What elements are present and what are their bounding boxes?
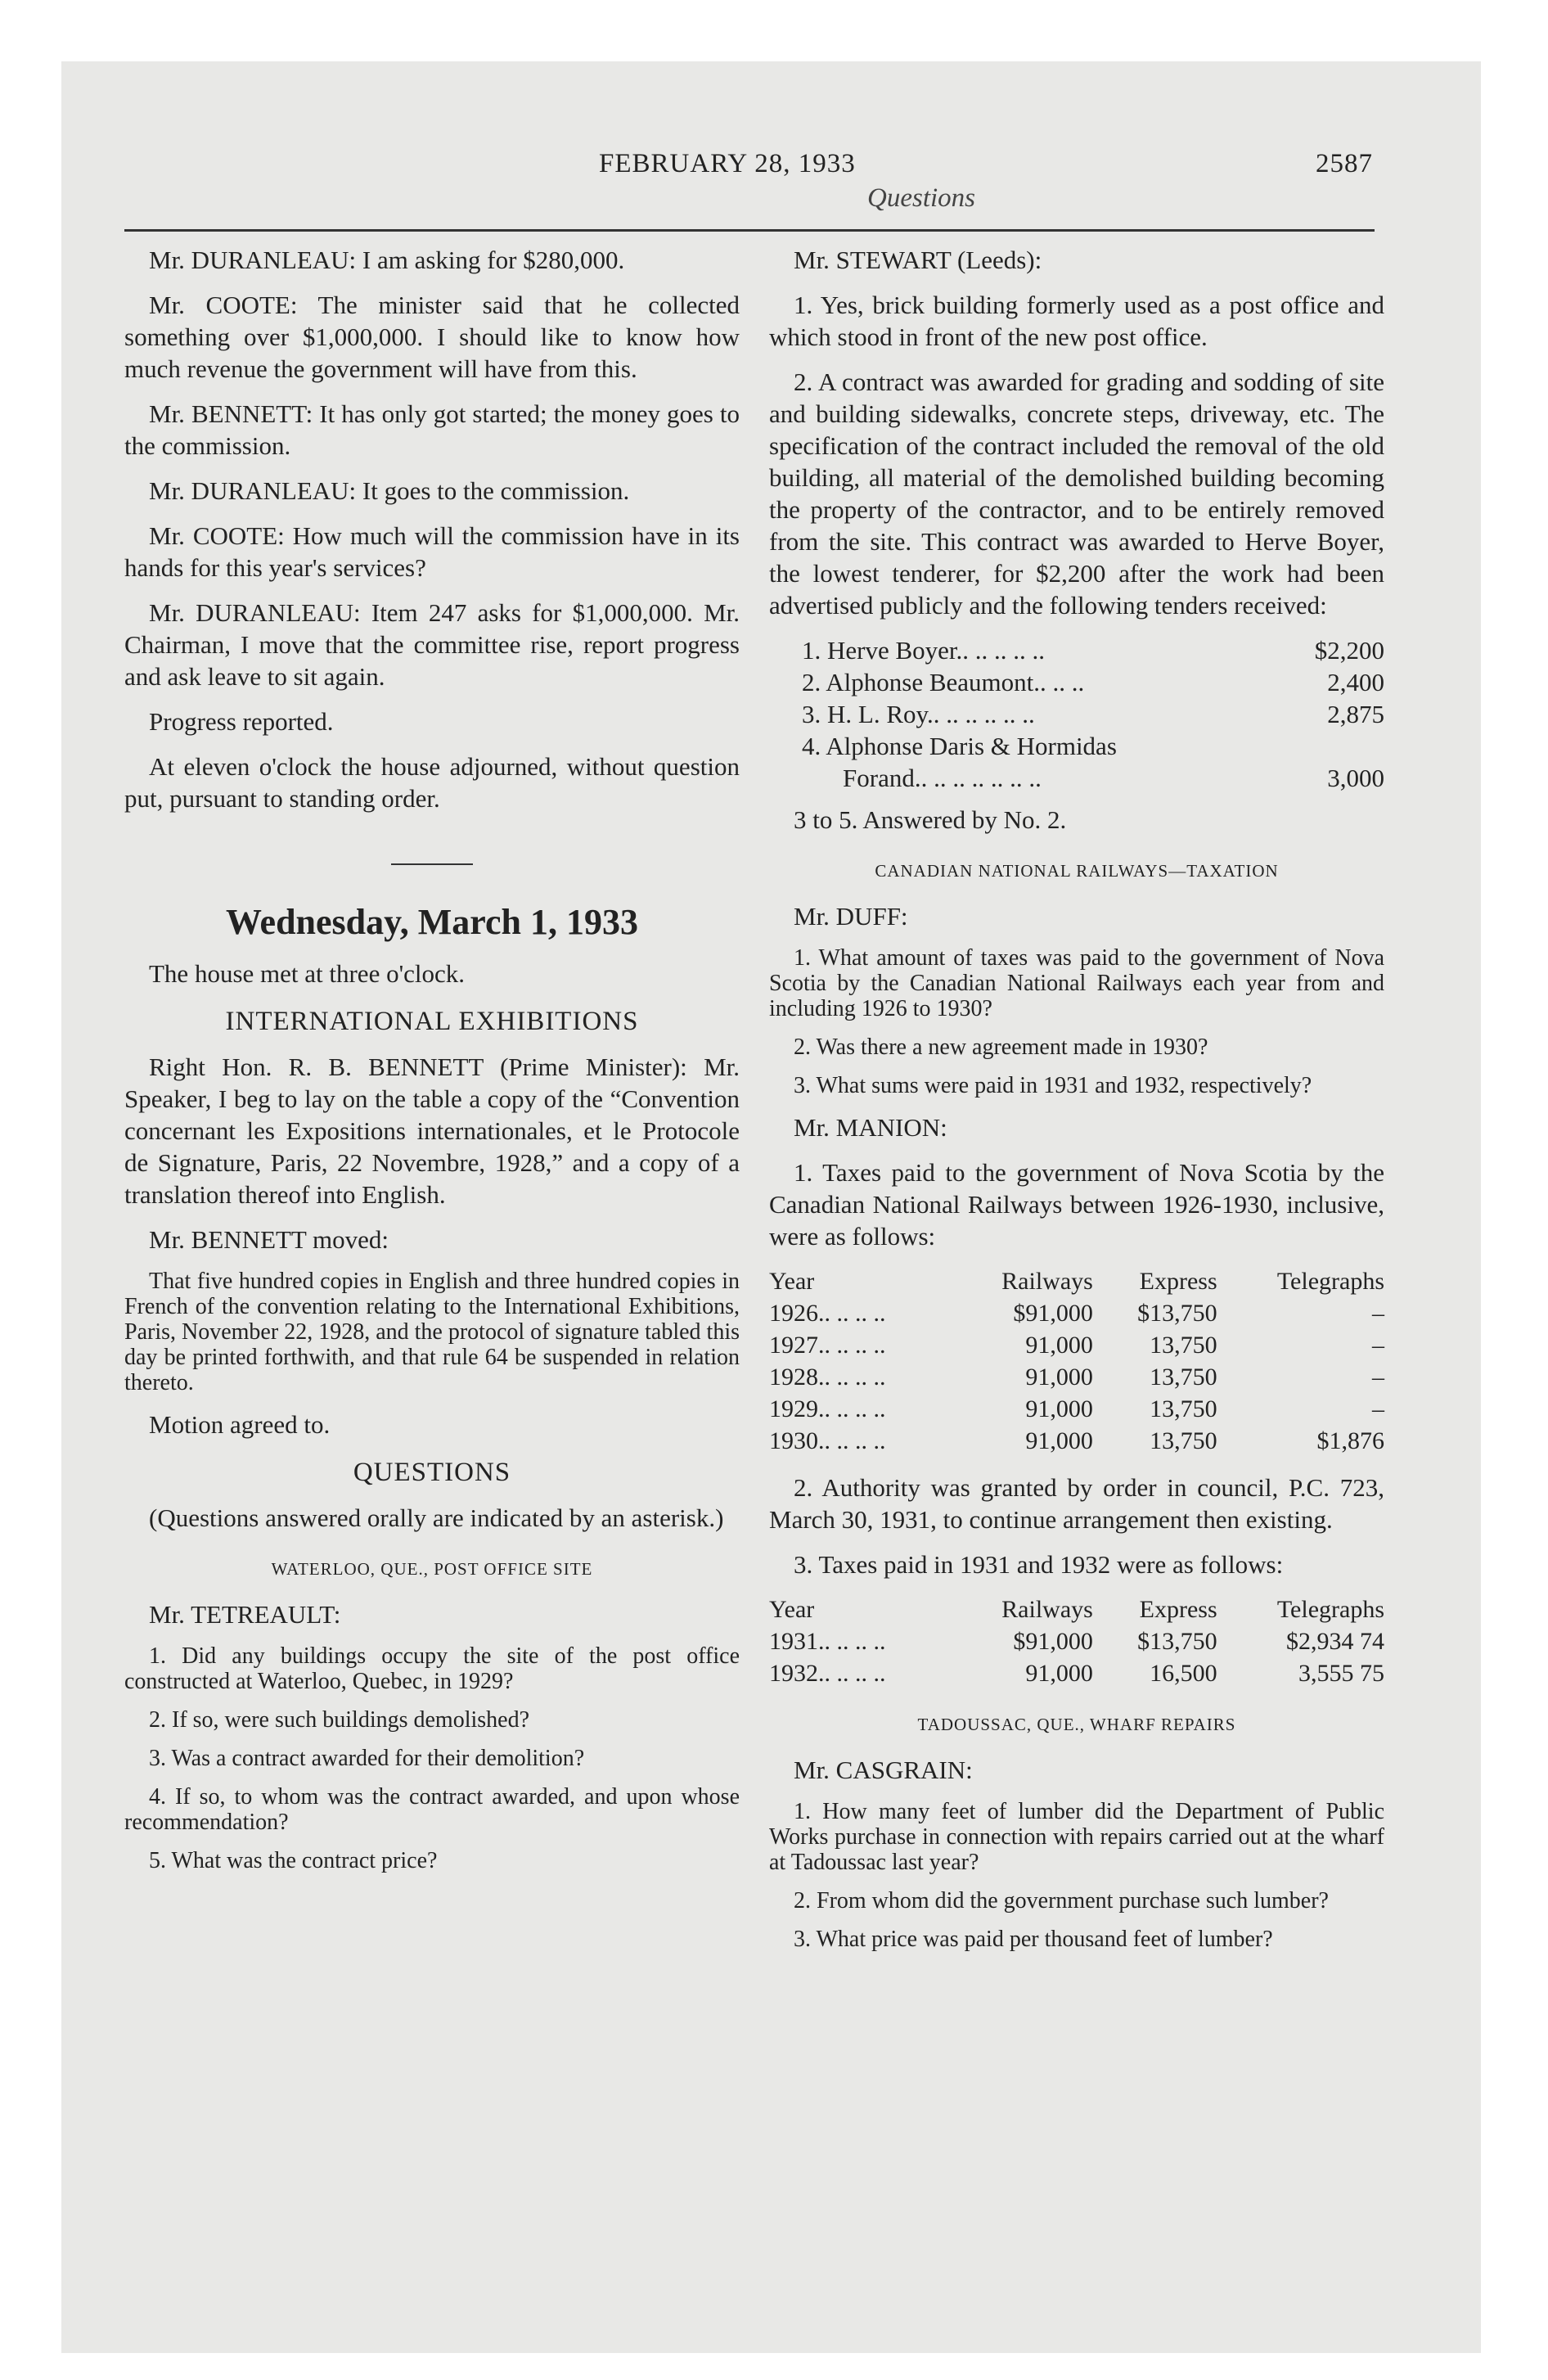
subheading: CANADIAN NATIONAL RAILWAYS—TAXATION xyxy=(875,861,1279,881)
paragraph: The house met at three o'clock. xyxy=(149,959,466,988)
table-cell: 1927.. .. .. .. xyxy=(769,1332,886,1359)
tender-name: 2. Alphonse Beaumont.. .. .. xyxy=(802,668,1085,696)
column-header: Express xyxy=(1139,1596,1217,1623)
question: 2. Was there a new agreement made in 1930? xyxy=(794,1034,1208,1060)
table-row xyxy=(769,1329,1384,1361)
tender-amount: 2,875 xyxy=(1327,700,1384,728)
list-item xyxy=(769,634,1384,666)
section-heading: QUESTIONS xyxy=(353,1458,511,1487)
table-cell: 1928.. .. .. .. xyxy=(769,1364,886,1391)
section-label: Questions xyxy=(867,183,975,213)
answer: 1. Taxes paid to the government of Nova Scotia by the Canadian National Railways between 1926-1930, inclusive, were as follows: xyxy=(769,1158,1384,1251)
day-heading: Wednesday, March 1, 1933 xyxy=(225,902,638,942)
subheading: WATERLOO, QUE., POST OFFICE SITE xyxy=(271,1559,593,1579)
paragraph: Mr. BENNETT moved: xyxy=(149,1225,389,1254)
table-row xyxy=(769,1425,1384,1457)
table-cell: 1931.. .. .. .. xyxy=(769,1628,886,1655)
paragraph: Progress reported. xyxy=(149,707,334,736)
table-cell: 13,750 xyxy=(1150,1364,1217,1391)
paragraph: Mr. DURANLEAU: I am asking for $280,000. xyxy=(149,246,625,274)
paragraph: Mr. CASGRAIN: xyxy=(794,1756,973,1784)
answer: 1. Yes, brick building formerly used as a post office and which stood in front of the new post office. xyxy=(769,291,1384,351)
table-cell: – xyxy=(1372,1395,1384,1422)
section-divider xyxy=(391,863,473,865)
subheading: TADOUSSAC, QUE., WHARF REPAIRS xyxy=(917,1715,1236,1734)
table-cell: 91,000 xyxy=(1025,1332,1093,1359)
tender-amount: 3,000 xyxy=(1327,764,1384,792)
table-cell: – xyxy=(1372,1332,1384,1359)
tender-name: 3. H. L. Roy.. .. .. .. .. .. xyxy=(802,700,1035,728)
table-cell: 91,000 xyxy=(1025,1395,1093,1422)
list-item xyxy=(769,730,1384,762)
paragraph: Mr. DUFF: xyxy=(794,902,908,931)
table-cell: $91,000 xyxy=(1013,1628,1093,1655)
paragraph: Mr. STEWART (Leeds): xyxy=(794,246,1042,274)
paragraph: Mr. DURANLEAU: It goes to the commission. xyxy=(149,476,630,505)
table-cell: 91,000 xyxy=(1025,1364,1093,1391)
question: 1. What amount of taxes was paid to the government of Nova Scotia by the Canadian National Railways each year from and including 1926 to 1930? xyxy=(769,945,1384,1021)
answer: 2. Authority was granted by order in council, P.C. 723, March 30, 1931, to continue arrangement then existing. xyxy=(769,1473,1384,1534)
tender-list xyxy=(769,634,1384,794)
table-cell: – xyxy=(1372,1364,1384,1391)
taxes-table-1926-1930 xyxy=(769,1265,1384,1457)
table-row xyxy=(769,1361,1384,1393)
column-header: Express xyxy=(1139,1268,1217,1295)
question: 1. Did any buildings occupy the site of the post office constructed at Waterloo, Quebec, in 1929? xyxy=(124,1643,740,1694)
question: 1. How many feet of lumber did the Department of Public Works purchase in connection with repairs carried out at the wharf at Tadoussac last year? xyxy=(769,1799,1384,1875)
table-cell: 13,750 xyxy=(1150,1427,1217,1454)
question: 5. What was the contract price? xyxy=(149,1848,438,1873)
question: 3. What price was paid per thousand feet of lumber? xyxy=(794,1927,1273,1952)
section-heading: INTERNATIONAL EXHIBITIONS xyxy=(225,1007,639,1036)
table-cell: – xyxy=(1372,1300,1384,1327)
question: 2. If so, were such buildings demolished? xyxy=(149,1707,530,1733)
motion-text: That five hundred copies in English and three hundred copies in French of the convention relating to the International Exhibitions, Paris, November 22, 1928, and the protocol of signature tabled this day be printed forthwith, and that rule 64 be suspended in relation thereto. xyxy=(124,1269,740,1395)
table-cell: 13,750 xyxy=(1150,1332,1217,1359)
left-column xyxy=(124,244,740,1886)
page-number: 2587 xyxy=(1316,149,1373,178)
tender-amount: 2,400 xyxy=(1327,668,1384,696)
table-row xyxy=(769,1657,1384,1689)
column-header: Year xyxy=(769,1596,815,1623)
right-column xyxy=(769,244,1384,1965)
paragraph: Mr. DURANLEAU: Item 247 asks for $1,000,000. Mr. Chairman, I move that the committee rise, report progress and ask leave to sit again. xyxy=(124,598,740,691)
paragraph: Mr. MANION: xyxy=(794,1113,947,1142)
tender-name: Forand.. .. .. .. .. .. .. xyxy=(843,764,1042,792)
column-header: Railways xyxy=(1001,1268,1093,1295)
table-cell: 91,000 xyxy=(1025,1427,1093,1454)
question: 3. What sums were paid in 1931 and 1932, respectively? xyxy=(794,1073,1312,1098)
list-item xyxy=(769,666,1384,698)
paragraph: At eleven o'clock the house adjourned, without question put, pursuant to standing order. xyxy=(124,752,740,813)
table-row xyxy=(769,1297,1384,1329)
tender-amount: $2,200 xyxy=(1314,636,1384,665)
table-cell: 1932.. .. .. .. xyxy=(769,1660,886,1687)
answer: 3 to 5. Answered by No. 2. xyxy=(794,805,1067,834)
table-cell: 13,750 xyxy=(1150,1395,1217,1422)
table-cell: 1929.. .. .. .. xyxy=(769,1395,886,1422)
question: 4. If so, to whom was the contract awarded, and upon whose recommendation? xyxy=(124,1784,740,1835)
table-cell: $91,000 xyxy=(1013,1300,1093,1327)
list-item xyxy=(769,698,1384,730)
question: 2. From whom did the government purchase such lumber? xyxy=(794,1888,1329,1913)
question: 3. Was a contract awarded for their demolition? xyxy=(149,1746,585,1771)
page-date-header: FEBRUARY 28, 1933 xyxy=(599,149,856,178)
table-cell: $2,934 74 xyxy=(1286,1628,1384,1655)
table-cell: 3,555 75 xyxy=(1298,1660,1384,1687)
paragraph: (Questions answered orally are indicated by an asterisk.) xyxy=(149,1503,724,1532)
column-header: Telegraphs xyxy=(1276,1596,1384,1623)
header-rule xyxy=(124,229,1375,232)
answer: 3. Taxes paid in 1931 and 1932 were as follows: xyxy=(794,1550,1284,1579)
table-cell: $1,876 xyxy=(1316,1427,1384,1454)
table-cell: 16,500 xyxy=(1150,1660,1217,1687)
table-cell: 91,000 xyxy=(1025,1660,1093,1687)
column-header: Telegraphs xyxy=(1276,1268,1384,1295)
table-row xyxy=(769,1393,1384,1425)
paragraph: Mr. COOTE: The minister said that he collected something over $1,000,000. I should like to know how much revenue the government will have from this. xyxy=(124,291,740,383)
paragraph: Motion agreed to. xyxy=(149,1410,331,1439)
table-cell: 1930.. .. .. .. xyxy=(769,1427,886,1454)
answer: 2. A contract was awarded for grading and sodding of site and building sidewalks, concrete steps, driveway, etc. The specification of the contract included the removal of the old building, all material of the demolished building becoming the property of the contractor, and to be entirely removed from the site. This contract was awarded to Herve Boyer, the lowest tenderer, for $2,200 after the work had been advertised publicly and the following tenders received: xyxy=(769,367,1384,620)
list-item xyxy=(769,762,1384,794)
paragraph: Mr. COOTE: How much will the commission have in its hands for this year's services? xyxy=(124,521,740,582)
column-header: Railways xyxy=(1001,1596,1093,1623)
paragraph: Right Hon. R. B. BENNETT (Prime Minister): Mr. Speaker, I beg to lay on the table a copy of the “Convention concernant les Expositions internationales, et le Protocole de Signature, Paris, 22 Novembre, 1928,” and a copy of a translation thereof into English. xyxy=(124,1053,740,1209)
paragraph: Mr. BENNETT: It has only got started; the money goes to the commission. xyxy=(124,399,740,460)
column-header: Year xyxy=(769,1268,815,1295)
tender-name: 4. Alphonse Daris & Hormidas xyxy=(802,732,1117,760)
table-cell: $13,750 xyxy=(1137,1300,1217,1327)
paragraph: Mr. TETREAULT: xyxy=(149,1600,341,1629)
table-cell: 1926.. .. .. .. xyxy=(769,1300,886,1327)
table-row xyxy=(769,1625,1384,1657)
table-header-row xyxy=(769,1265,1384,1297)
table-cell: $13,750 xyxy=(1137,1628,1217,1655)
taxes-table-1931-1932 xyxy=(769,1593,1384,1689)
tender-name: 1. Herve Boyer.. .. .. .. .. xyxy=(802,636,1046,665)
table-header-row xyxy=(769,1593,1384,1625)
